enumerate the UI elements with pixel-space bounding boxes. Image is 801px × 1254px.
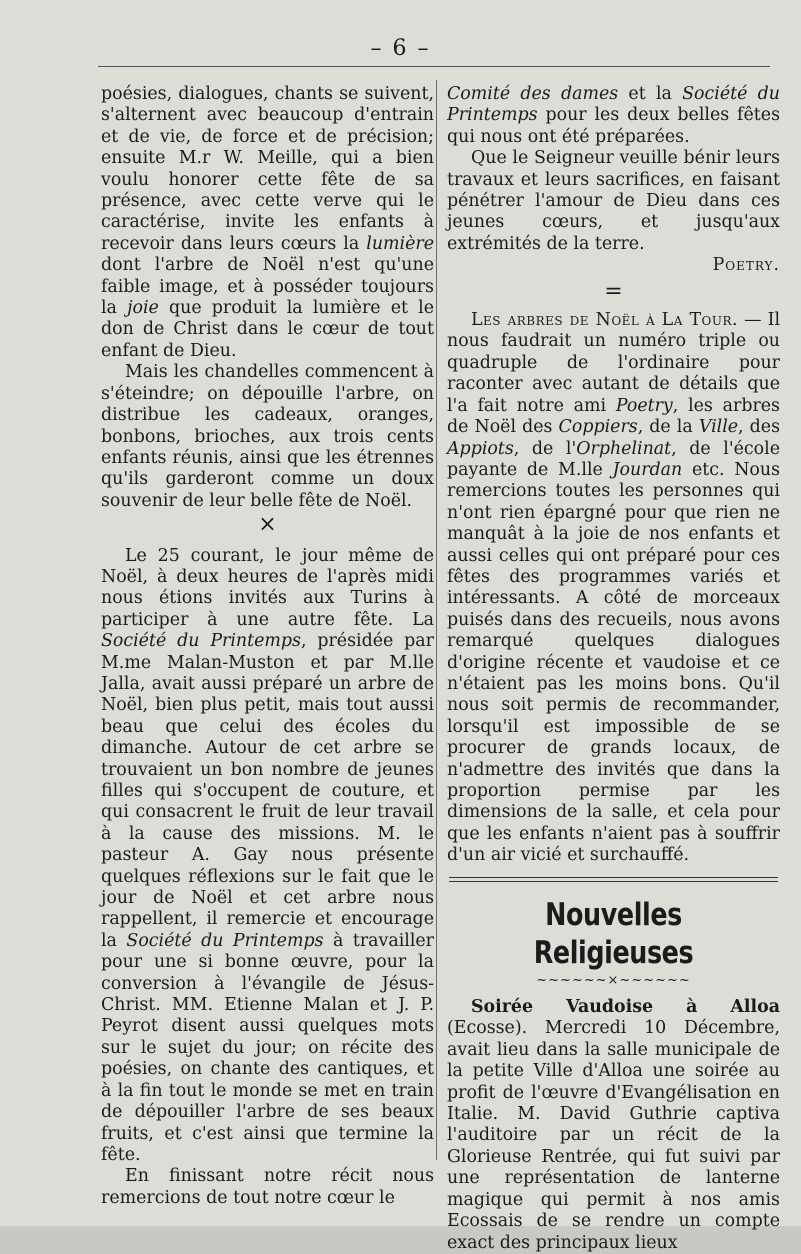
right-paragraph-3: Les arbres de Noël à La Tour. — Il nous faudrait un numéro triple ou quadruple de l'ordinaire pour raconter avec autant de détails que l'a fait notre ami Poetry, les arbres de Noël des Coppiers, de la Ville, des Appiots, de l'Orphelinat, de l'école payante de M.lle Jourdan etc. Nous remercions toutes les personnes qui n'ont rien épargné pour que rien ne manquât à la joie de nos enfants et aussi celles qui ont préparé pour ces fêtes des programmes variés et intéressants. A côté de morceaux puisés dans des recueils, nous avons remarqué quelques dialogues d'origine récente et vaudoise et ce n'étaient pas les moins bons. Qu'il nous soit permis de recommander, lorsqu'il est impossible de se procurer de grands locaux, de n'admettre des invités que dans la proportion permise par les dimensions de la salle, et cela pour que les enfants n'aient pas à souffrir d'un air vicié et surchauffé. bbox=[447, 310, 781, 866]
emphasis-societe-2: Société du Printemps bbox=[126, 930, 324, 951]
left-paragraph-2: Mais les chandelles commencent à s'éteindre; on dépouille l'arbre, on distribue les cadeaux, oranges, bonbons, brioches, aux trois cents enfants réunis, ainsi que les étrennes qu'ils garderont comme un doux souvenir de leur belle fête de Noël. bbox=[101, 362, 434, 511]
column-divider bbox=[436, 80, 437, 1160]
right-column bbox=[447, 84, 780, 1254]
right-paragraph-4: Soirée Vaudoise à Alloa (Ecosse). Mercredi 10 Décembre, avait lieu dans la salle municipale de la petite Ville d'Alloa une soirée au profit de l'œuvre d'Evangélisation en Italie. M. David Guthrie captiva l'auditoire par un récit de la Glorieuse Rentrée, qui fut suivi par une représentation de lanterne magique qui permit à nos amis Ecossais de se rendre un compte exact des principaux lieux bbox=[447, 997, 780, 1253]
section-separator-x: × bbox=[258, 512, 277, 538]
left-column bbox=[101, 84, 434, 1209]
emphasis-lumiere: lumière bbox=[366, 233, 435, 254]
page-number: – 6 – bbox=[370, 36, 431, 61]
ornament-divider: ~~~~~~⨯~~~~~~ bbox=[536, 972, 691, 988]
left-paragraph-3: Le 25 courant, le jour même de Noël, à deux heures de l'après midi nous étions invités aux Turins à participer à une autre fête. La Société du Printemps, présidée par M.me Malan-Muston et par M.lle Jalla, avait aussi préparé un arbre de Noël, bien plus petit, mais tout aussi beau que celui des écoles du dimanche. Autour de cet arbre se trouvaient un bon nombre de jeunes filles qui s'occupent de couture, et qui consacrent le fruit de leur travail à la cause des missions. M. le pasteur A. Gay nous présente quelques réflexions sur le fait que le jour de Noël et cet arbre nous rappellent, il remercie et encourage la Société du Printemps à travailler pour une si bonne œuvre, pour la conversion à l'évangile de Jésus-Christ. MM. Etienne Malan et J. P. Peyrot disent aussi quelques mots sur le sujet du jour; on récite des poésies, on chante des cantiques, et à la fin tout le monde se met en train de dépouiller l'arbre de ses beaux fruits, et c'est ainsi que termine la fête. bbox=[101, 545, 434, 1165]
right-paragraph-2: Que le Seigneur veuille bénir leurs travaux et leurs sacrifices, en faisant pénétrer l'amour de Dieu dans ces jeunes cœurs, et jusqu'aux extrémités de la terre. bbox=[447, 148, 780, 254]
signature: Poetry. bbox=[712, 255, 780, 276]
section-rule bbox=[449, 877, 778, 882]
left-paragraph-1: poésies, dialogues, chants se suivent, s'alternent avec beaucoup d'entrain et de vie, de force et de précision; ensuite M.r W. Meille, qui a bien voulu honorer cette fête de sa présence, avec cette verve qui le caractérise, invite les enfants à recevoir dans leurs cœurs la lumière dont l'arbre de Noël n'est qu'une faible image, et à posséder toujours la joie que produit la lumière et le don de Christ dans le cœur de tout enfant de Dieu. bbox=[101, 84, 435, 361]
emphasis-joie: joie bbox=[127, 298, 159, 319]
article-heading-alloa: Soirée Vaudoise à Alloa bbox=[471, 997, 780, 1018]
header-rule bbox=[98, 66, 770, 67]
right-paragraph-1: Comité des dames et la Société du Printemps pour les deux belles fêtes qui nous ont été préparées. bbox=[447, 84, 780, 147]
article-heading: Les arbres de Noël à La Tour. bbox=[471, 310, 739, 331]
section-title: Nouvelles Religieuses bbox=[533, 896, 694, 971]
left-paragraph-4: En finissant notre récit nous remercions de tout notre cœur le bbox=[101, 1166, 434, 1208]
emphasis-societe-1: Société du Printemps bbox=[101, 631, 301, 652]
section-separator-equals: = bbox=[604, 278, 623, 304]
